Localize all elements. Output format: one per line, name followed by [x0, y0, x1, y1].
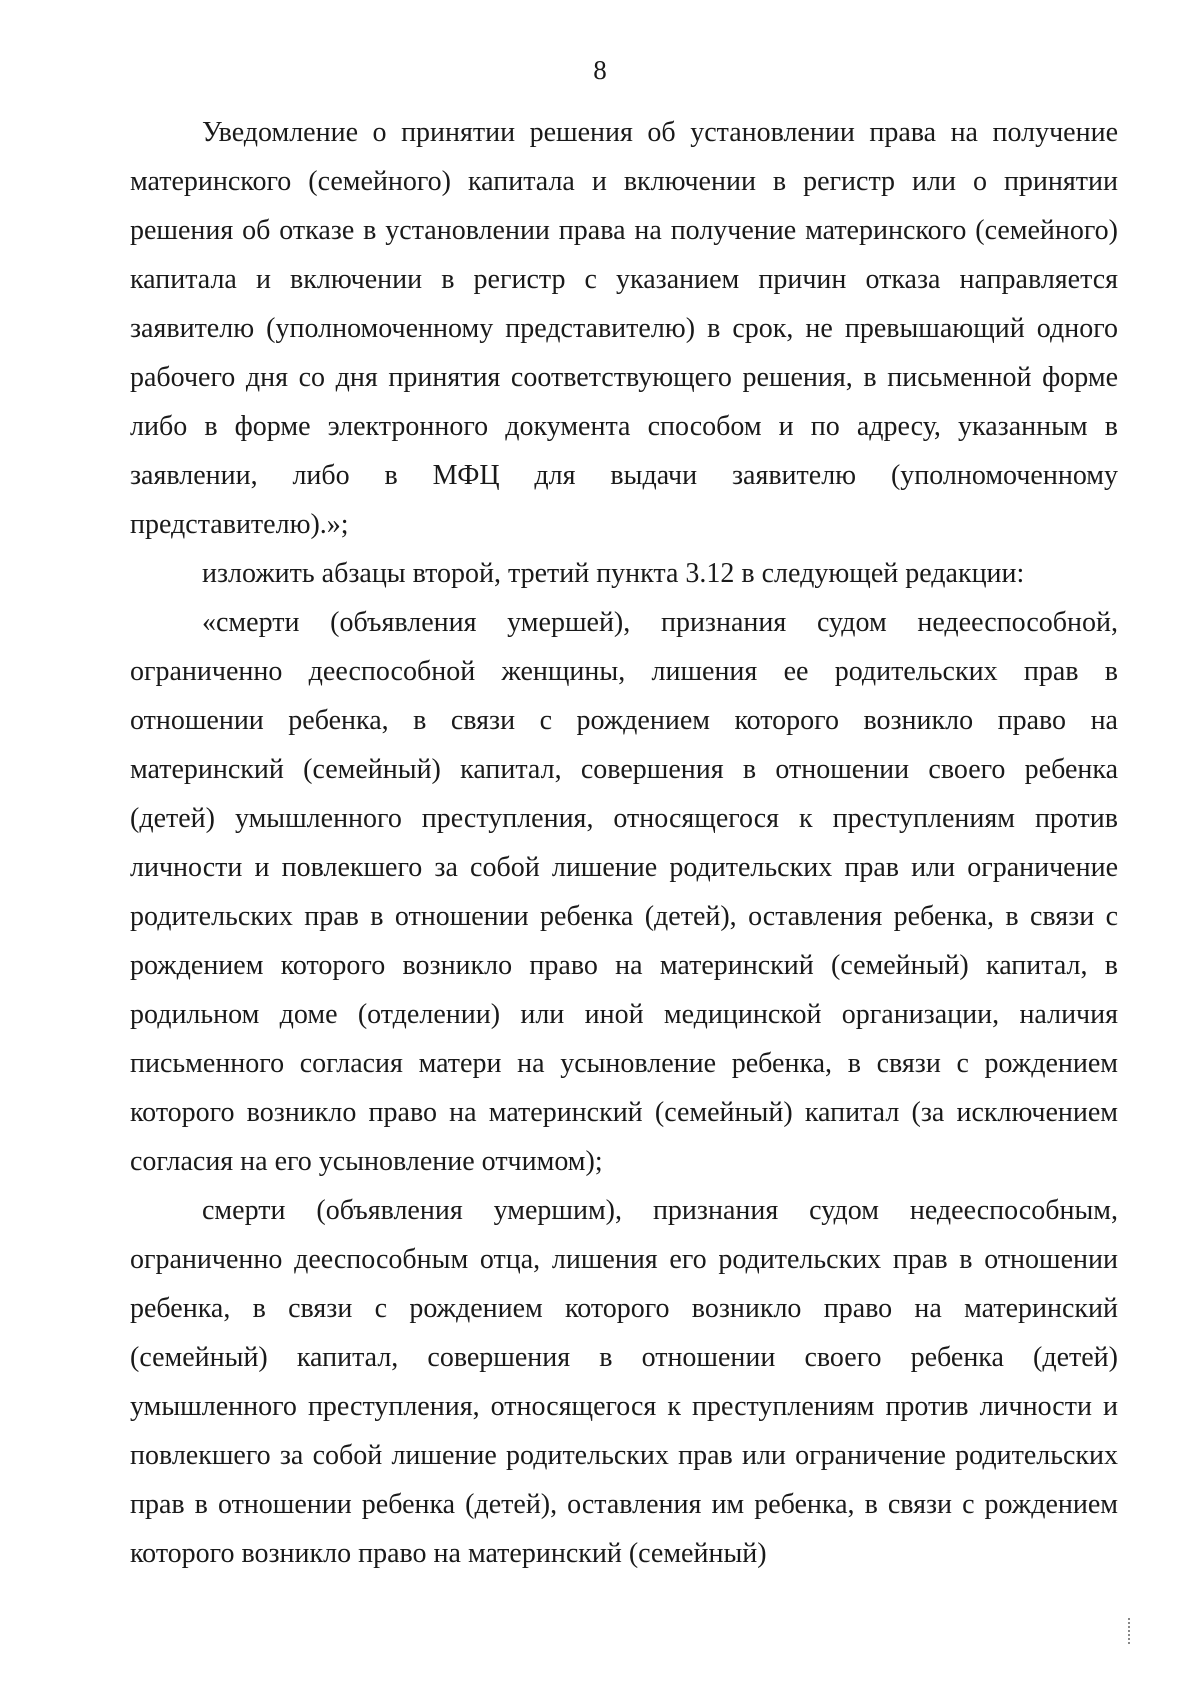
- scan-artifact-mark: [1128, 1618, 1133, 1644]
- page-number: 8: [593, 55, 607, 85]
- paragraph-father-grounds: смерти (объявления умершим), признания судом недееспособным, ограниченно дееспособным отца, лишения его родительских прав в отношении ребенка, в связи с рождением которого возникло право на материнский (семейный) капитал, совершения в отношении своего ребенка (детей) умышленного преступления, относящегося к преступлениям против личности и повлекшего за собой лишение родительских прав или ограничение родительских прав в отношении ребенка (детей), оставления им ребенка, в связи с рождением которого возникло право на материнский (семейный): [130, 1195, 1118, 1569]
- paragraph-notification: Уведомление о принятии решения об установлении права на получение материнского (семейного) капитала и включении в регистр или о принятии решения об отказе в установлении права на получение материнского (семейного) капитала и включении в регистр с указанием причин отказа направляется заявителю (уполномоченному представителю) в срок, не превышающий одного рабочего дня со дня принятия соответствующего решения, в письменной форме либо в форме электронного документа способом и по адресу, указанным в заявлении, либо в МФЦ для выдачи заявителю (уполномоченному представителю).»;: [130, 117, 1118, 540]
- document-body: [130, 108, 1118, 1578]
- paragraph-mother-grounds: «смерти (объявления умершей), признания судом недееспособной, ограниченно дееспособной женщины, лишения ее родительских прав в отношении ребенка, в связи с рождением которого возникло право на материнский (семейный) капитал, совершения в отношении своего ребенка (детей) умышленного преступления, относящегося к преступлениям против личности и повлекшего за собой лишение родительских прав или ограничение родительских прав в отношении ребенка (детей), оставления ребенка, в связи с рождением которого возникло право на материнский (семейный) капитал, в родильном доме (отделении) или иной медицинской организации, наличия письменного согласия матери на усыновление ребенка, в связи с рождением которого возникло право на материнский (семейный) капитал (за исключением согласия на его усыновление отчимом);: [130, 607, 1118, 1177]
- paragraph-amendment-instruction: изложить абзацы второй, третий пункта 3.12 в следующей редакции:: [202, 558, 1025, 589]
